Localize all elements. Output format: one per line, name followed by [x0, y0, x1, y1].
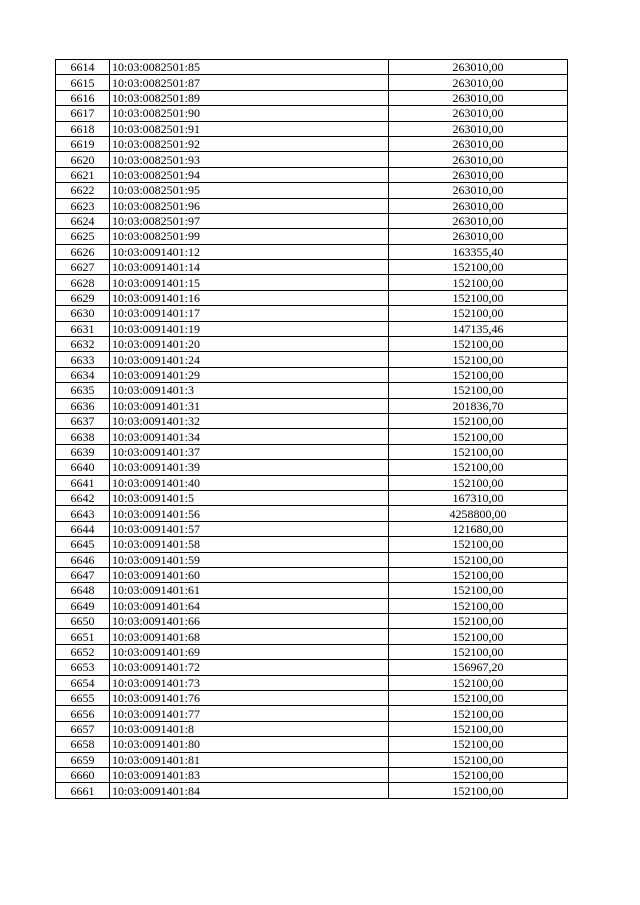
cadastral-number-cell: 10:03:0091401:24 [110, 352, 389, 367]
cadastral-value-cell: 152100,00 [389, 537, 568, 552]
cadastral-number-cell: 10:03:0091401:32 [110, 413, 389, 428]
row-number-cell: 6644 [56, 521, 110, 536]
cadastral-value-cell: 152100,00 [389, 567, 568, 582]
table-row [56, 629, 568, 644]
row-number-cell: 6640 [56, 460, 110, 475]
table-row [56, 198, 568, 213]
cadastral-number-cell: 10:03:0091401:77 [110, 706, 389, 721]
cadastral-number-cell: 10:03:0091401:16 [110, 290, 389, 305]
cadastral-value-cell: 147135,46 [389, 321, 568, 336]
cadastral-value-cell: 152100,00 [389, 429, 568, 444]
cadastral-value-cell: 263010,00 [389, 90, 568, 105]
cadastral-value-cell: 152100,00 [389, 675, 568, 690]
table-row [56, 90, 568, 105]
table-row [56, 752, 568, 767]
row-number-cell: 6641 [56, 475, 110, 490]
cadastral-value-cell: 263010,00 [389, 198, 568, 213]
table-row [56, 506, 568, 521]
table-row [56, 460, 568, 475]
cadastral-number-cell: 10:03:0091401:57 [110, 521, 389, 536]
cadastral-value-cell: 152100,00 [389, 460, 568, 475]
row-number-cell: 6650 [56, 614, 110, 629]
cadastral-number-cell: 10:03:0082501:96 [110, 198, 389, 213]
cadastral-number-cell: 10:03:0091401:73 [110, 675, 389, 690]
cadastral-number-cell: 10:03:0082501:89 [110, 90, 389, 105]
table-row [56, 183, 568, 198]
cadastral-value-cell: 263010,00 [389, 152, 568, 167]
row-number-cell: 6615 [56, 75, 110, 90]
cadastral-number-cell: 10:03:0091401:20 [110, 337, 389, 352]
table-row [56, 213, 568, 228]
table-row [56, 521, 568, 536]
table-row [56, 121, 568, 136]
table-row [56, 583, 568, 598]
cadastral-value-cell: 263010,00 [389, 229, 568, 244]
row-number-cell: 6626 [56, 244, 110, 259]
cadastral-value-cell: 167310,00 [389, 490, 568, 505]
row-number-cell: 6646 [56, 552, 110, 567]
table-row [56, 337, 568, 352]
row-number-cell: 6647 [56, 567, 110, 582]
row-number-cell: 6630 [56, 306, 110, 321]
cadastral-value-cell: 263010,00 [389, 121, 568, 136]
cadastral-value-cell: 152100,00 [389, 475, 568, 490]
row-number-cell: 6623 [56, 198, 110, 213]
cadastral-value-table [55, 59, 568, 799]
cadastral-number-cell: 10:03:0082501:95 [110, 183, 389, 198]
cadastral-value-cell: 152100,00 [389, 583, 568, 598]
cadastral-value-cell: 263010,00 [389, 106, 568, 121]
row-number-cell: 6648 [56, 583, 110, 598]
table-row [56, 567, 568, 582]
cadastral-value-cell: 263010,00 [389, 183, 568, 198]
cadastral-number-cell: 10:03:0082501:94 [110, 167, 389, 182]
table-row [56, 306, 568, 321]
table-row [56, 290, 568, 305]
cadastral-number-cell: 10:03:0091401:34 [110, 429, 389, 444]
cadastral-value-cell: 156967,20 [389, 660, 568, 675]
table-row [56, 106, 568, 121]
cadastral-value-cell: 201836,70 [389, 398, 568, 413]
cadastral-number-cell: 10:03:0091401:76 [110, 691, 389, 706]
cadastral-value-cell: 152100,00 [389, 260, 568, 275]
row-number-cell: 6656 [56, 706, 110, 721]
table-row [56, 660, 568, 675]
row-number-cell: 6653 [56, 660, 110, 675]
row-number-cell: 6659 [56, 752, 110, 767]
cadastral-number-cell: 10:03:0091401:69 [110, 644, 389, 659]
row-number-cell: 6643 [56, 506, 110, 521]
row-number-cell: 6637 [56, 413, 110, 428]
cadastral-value-cell: 152100,00 [389, 644, 568, 659]
row-number-cell: 6655 [56, 691, 110, 706]
cadastral-number-cell: 10:03:0091401:8 [110, 721, 389, 736]
cadastral-number-cell: 10:03:0091401:15 [110, 275, 389, 290]
table-row [56, 737, 568, 752]
cadastral-value-cell: 263010,00 [389, 60, 568, 75]
table-row [56, 398, 568, 413]
cadastral-number-cell: 10:03:0091401:40 [110, 475, 389, 490]
row-number-cell: 6658 [56, 737, 110, 752]
row-number-cell: 6628 [56, 275, 110, 290]
cadastral-number-cell: 10:03:0091401:60 [110, 567, 389, 582]
cadastral-value-cell: 152100,00 [389, 767, 568, 782]
cadastral-value-cell: 263010,00 [389, 136, 568, 151]
cadastral-number-cell: 10:03:0082501:91 [110, 121, 389, 136]
cadastral-number-cell: 10:03:0091401:29 [110, 367, 389, 382]
cadastral-number-cell: 10:03:0091401:39 [110, 460, 389, 475]
table-row [56, 352, 568, 367]
row-number-cell: 6618 [56, 121, 110, 136]
cadastral-number-cell: 10:03:0091401:17 [110, 306, 389, 321]
row-number-cell: 6625 [56, 229, 110, 244]
table-row [56, 706, 568, 721]
cadastral-value-cell: 4258800,00 [389, 506, 568, 521]
cadastral-number-cell: 10:03:0091401:68 [110, 629, 389, 644]
row-number-cell: 6629 [56, 290, 110, 305]
cadastral-number-cell: 10:03:0091401:31 [110, 398, 389, 413]
row-number-cell: 6624 [56, 213, 110, 228]
cadastral-number-cell: 10:03:0082501:85 [110, 60, 389, 75]
cadastral-value-cell: 152100,00 [389, 552, 568, 567]
table-body [56, 60, 568, 799]
cadastral-value-cell: 152100,00 [389, 337, 568, 352]
cadastral-number-cell: 10:03:0091401:3 [110, 383, 389, 398]
cadastral-number-cell: 10:03:0091401:80 [110, 737, 389, 752]
cadastral-value-cell: 152100,00 [389, 290, 568, 305]
cadastral-value-cell: 163355,40 [389, 244, 568, 259]
cadastral-number-cell: 10:03:0091401:19 [110, 321, 389, 336]
table-row [56, 136, 568, 151]
row-number-cell: 6642 [56, 490, 110, 505]
table-row [56, 444, 568, 459]
cadastral-number-cell: 10:03:0082501:93 [110, 152, 389, 167]
cadastral-value-cell: 152100,00 [389, 737, 568, 752]
cadastral-value-cell: 152100,00 [389, 383, 568, 398]
cadastral-value-cell: 152100,00 [389, 413, 568, 428]
cadastral-number-cell: 10:03:0082501:87 [110, 75, 389, 90]
table-row [56, 721, 568, 736]
table-row [56, 275, 568, 290]
table-row [56, 598, 568, 613]
cadastral-number-cell: 10:03:0091401:58 [110, 537, 389, 552]
cadastral-number-cell: 10:03:0091401:37 [110, 444, 389, 459]
row-number-cell: 6631 [56, 321, 110, 336]
cadastral-number-cell: 10:03:0091401:12 [110, 244, 389, 259]
row-number-cell: 6639 [56, 444, 110, 459]
row-number-cell: 6635 [56, 383, 110, 398]
cadastral-value-cell: 121680,00 [389, 521, 568, 536]
cadastral-value-cell: 263010,00 [389, 167, 568, 182]
cadastral-number-cell: 10:03:0082501:92 [110, 136, 389, 151]
row-number-cell: 6616 [56, 90, 110, 105]
cadastral-value-cell: 152100,00 [389, 752, 568, 767]
cadastral-number-cell: 10:03:0091401:83 [110, 767, 389, 782]
row-number-cell: 6651 [56, 629, 110, 644]
table-row [56, 167, 568, 182]
table-row [56, 614, 568, 629]
table-row [56, 537, 568, 552]
cadastral-number-cell: 10:03:0091401:56 [110, 506, 389, 521]
table-row [56, 152, 568, 167]
table-row [56, 783, 568, 798]
row-number-cell: 6622 [56, 183, 110, 198]
row-number-cell: 6632 [56, 337, 110, 352]
row-number-cell: 6617 [56, 106, 110, 121]
table-row [56, 244, 568, 259]
cadastral-number-cell: 10:03:0091401:61 [110, 583, 389, 598]
row-number-cell: 6657 [56, 721, 110, 736]
cadastral-number-cell: 10:03:0082501:97 [110, 213, 389, 228]
cadastral-number-cell: 10:03:0091401:84 [110, 783, 389, 798]
table-row [56, 691, 568, 706]
row-number-cell: 6619 [56, 136, 110, 151]
cadastral-value-cell: 263010,00 [389, 213, 568, 228]
table-row [56, 321, 568, 336]
cadastral-number-cell: 10:03:0091401:14 [110, 260, 389, 275]
cadastral-value-cell: 152100,00 [389, 275, 568, 290]
cadastral-value-cell: 152100,00 [389, 598, 568, 613]
table-row [56, 675, 568, 690]
cadastral-number-cell: 10:03:0082501:90 [110, 106, 389, 121]
cadastral-value-cell: 152100,00 [389, 306, 568, 321]
cadastral-number-cell: 10:03:0091401:64 [110, 598, 389, 613]
row-number-cell: 6621 [56, 167, 110, 182]
row-number-cell: 6636 [56, 398, 110, 413]
cadastral-value-cell: 152100,00 [389, 367, 568, 382]
cadastral-number-cell: 10:03:0091401:72 [110, 660, 389, 675]
table-row [56, 475, 568, 490]
cadastral-number-cell: 10:03:0091401:59 [110, 552, 389, 567]
cadastral-value-cell: 152100,00 [389, 614, 568, 629]
row-number-cell: 6654 [56, 675, 110, 690]
table-row [56, 260, 568, 275]
cadastral-value-cell: 152100,00 [389, 352, 568, 367]
row-number-cell: 6638 [56, 429, 110, 444]
row-number-cell: 6649 [56, 598, 110, 613]
table-row [56, 429, 568, 444]
table-row [56, 60, 568, 75]
row-number-cell: 6660 [56, 767, 110, 782]
row-number-cell: 6645 [56, 537, 110, 552]
table-row [56, 490, 568, 505]
table-row [56, 767, 568, 782]
cadastral-value-cell: 152100,00 [389, 721, 568, 736]
cadastral-value-cell: 152100,00 [389, 444, 568, 459]
row-number-cell: 6633 [56, 352, 110, 367]
cadastral-value-cell: 152100,00 [389, 691, 568, 706]
cadastral-value-cell: 263010,00 [389, 75, 568, 90]
row-number-cell: 6661 [56, 783, 110, 798]
cadastral-number-cell: 10:03:0091401:81 [110, 752, 389, 767]
cadastral-value-cell: 152100,00 [389, 629, 568, 644]
row-number-cell: 6627 [56, 260, 110, 275]
row-number-cell: 6652 [56, 644, 110, 659]
cadastral-value-cell: 152100,00 [389, 783, 568, 798]
table-row [56, 367, 568, 382]
table-row [56, 413, 568, 428]
table-row [56, 552, 568, 567]
table-row [56, 229, 568, 244]
cadastral-number-cell: 10:03:0082501:99 [110, 229, 389, 244]
row-number-cell: 6614 [56, 60, 110, 75]
table-row [56, 644, 568, 659]
row-number-cell: 6620 [56, 152, 110, 167]
table-row [56, 383, 568, 398]
cadastral-number-cell: 10:03:0091401:5 [110, 490, 389, 505]
cadastral-number-cell: 10:03:0091401:66 [110, 614, 389, 629]
cadastral-value-cell: 152100,00 [389, 706, 568, 721]
table-row [56, 75, 568, 90]
row-number-cell: 6634 [56, 367, 110, 382]
